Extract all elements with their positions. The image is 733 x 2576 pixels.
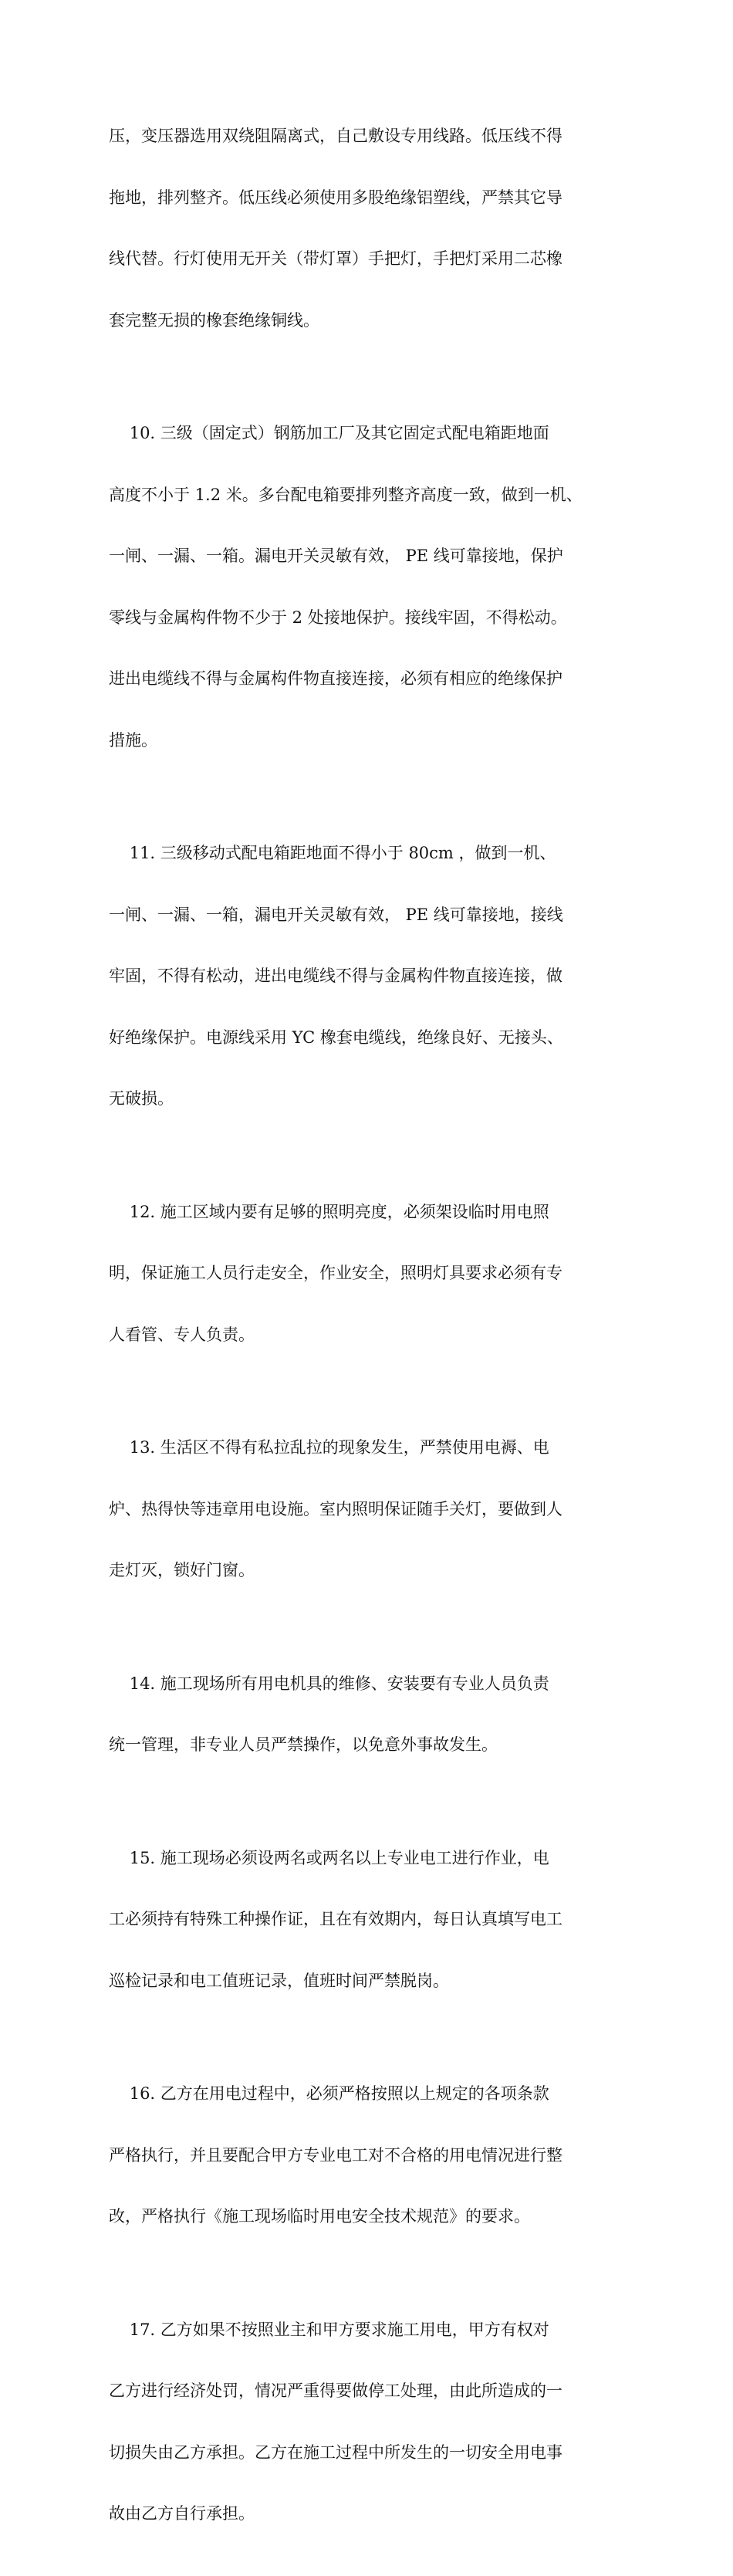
text-line: 措施。 [109,730,157,750]
text-line: 12. 施工区域内要有足够的照明亮度，必须架设临时用电照 [109,1202,549,1221]
text-line: 15. 施工现场必须设两名或两名以上专业电工进行作业，电 [109,1848,549,1867]
text-line: 炉、热得快等违章用电设施。室内照明保证随手关灯，要做到人 [109,1499,562,1518]
text-line: 进出电缆线不得与金属构件物直接连接，必须有相应的绝缘保护 [109,669,562,688]
paragraph-item-11 [109,802,633,1150]
text-line: 11. 三级移动式配电箱距地面不得小于 80cm ，做到一机、 [109,844,556,862]
text-line: 高度不小于 1.2 米。多台配电箱要排列整齐高度一致，做到一机、 [109,485,583,504]
text-line: 人看管、专人负责。 [109,1325,255,1344]
paragraph-item-10 [109,382,633,791]
paragraph-item-12 [109,1161,633,1386]
document-body [109,85,633,2576]
text-line: 拖地，排列整齐。低压线必须使用多股绝缘铝塑线，严禁其它导 [109,188,562,207]
paragraph-continuation [109,85,633,371]
text-line: 一闸、一漏、一箱。漏电开关灵敏有效， PE 线可靠接地，保护 [109,547,563,565]
text-line: 10. 三级（固定式）钢筋加工厂及其它固定式配电箱距地面 [109,424,549,442]
paragraph-item-16 [109,2043,633,2268]
text-line: 牢固，不得有松动，进出电缆线不得与金属构件物直接连接，做 [109,966,562,985]
text-line: 无破损。 [109,1089,174,1108]
paragraph-item-17 [109,2279,633,2565]
text-line: 故由乙方自行承担。 [109,2504,255,2523]
text-line: 巡检记录和电工值班记录，值班时间严禁脱岗。 [109,1971,449,1990]
paragraph-item-14 [109,1633,633,1796]
text-line: 压，变压器选用双绕阻隔离式，自己敷设专用线路。低压线不得 [109,127,562,145]
text-line: 切损失由乙方承担。乙方在施工过程中所发生的一切安全用电事 [109,2442,562,2462]
text-line: 统一管理，非专业人员严禁操作，以免意外事故发生。 [109,1735,498,1754]
text-line: 套完整无损的橡套绝缘铜线。 [109,310,319,330]
text-line: 线代替。行灯使用无开关（带灯罩）手把灯，手把灯采用二芯橡 [109,249,562,268]
text-line: 乙方进行经济处罚，情况严重得要做停工处理，由此所造成的一 [109,2381,562,2400]
text-line: 改，严格执行《施工现场临时用电安全技术规范》的要求。 [109,2207,530,2226]
text-line: 好绝缘保护。电源线采用 YC 橡套电缆线，绝缘良好、无接头、 [109,1027,563,1047]
text-line: 16. 乙方在用电过程中，必须严格按照以上规定的各项条款 [109,2084,549,2103]
text-line: 零线与金属构件物不少于 2 处接地保护。接线牢固，不得松动。 [109,608,567,627]
text-line: 13. 生活区不得有私拉乱拉的现象发生，严禁使用电褥、电 [109,1438,549,1457]
text-line: 17. 乙方如果不按照业主和甲方要求施工用电，甲方有权对 [109,2320,549,2339]
text-line: 走灯灭，锁好门窗。 [109,1561,255,1579]
paragraph-item-13 [109,1396,633,1622]
text-line: 一闸、一漏、一箱，漏电开关灵敏有效， PE 线可靠接地，接线 [109,905,563,924]
text-line: 工必须持有特殊工种操作证，且在有效期内，每日认真填写电工 [109,1910,562,1928]
text-line: 14. 施工现场所有用电机具的维修、安装要有专业人员负责 [109,1674,549,1693]
text-line: 明，保证施工人员行走安全，作业安全，照明灯具要求必须有专 [109,1264,562,1282]
text-line: 严格执行，并且要配合甲方专业电工对不合格的用电情况进行整 [109,2145,562,2165]
paragraph-item-15 [109,1807,633,2033]
